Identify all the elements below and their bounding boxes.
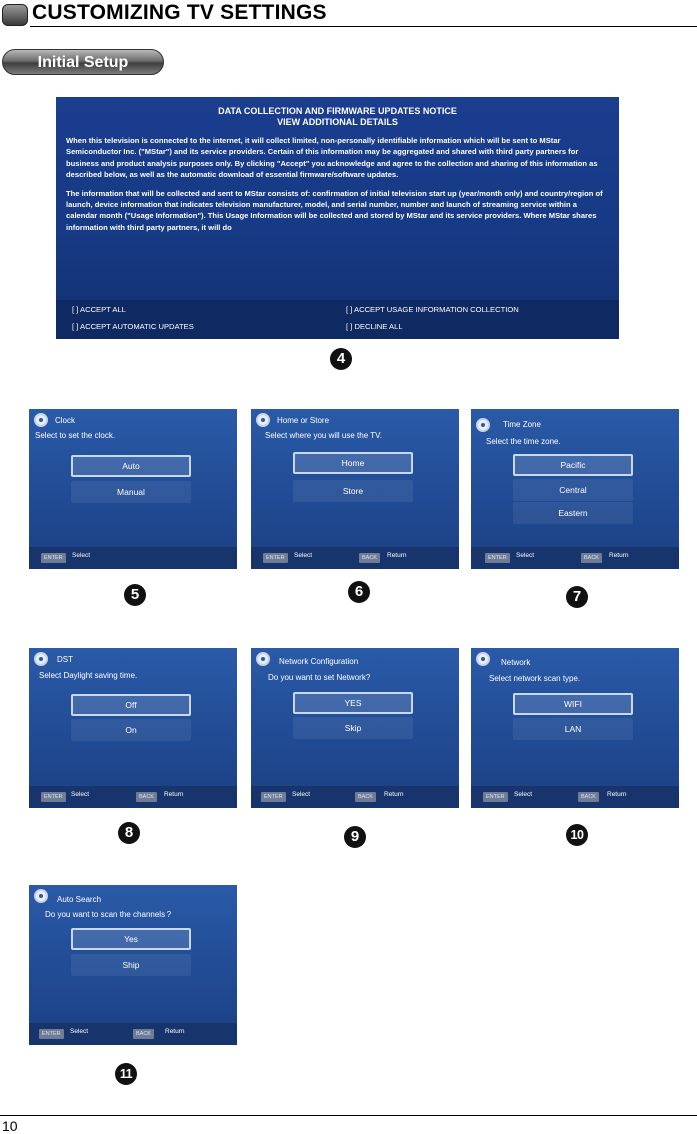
gear-icon [34, 889, 48, 903]
option-on[interactable]: On [71, 719, 191, 741]
back-key: BACK [578, 792, 599, 802]
dst-screen [29, 648, 237, 808]
step-number: 5 [124, 584, 146, 606]
back-key: BACK [355, 792, 376, 802]
screen-title: Auto Search [57, 895, 102, 904]
return-label: Return [387, 552, 407, 559]
notice-options [56, 300, 619, 339]
clock-screen [29, 409, 237, 569]
screen-title: Network [501, 658, 531, 667]
section-label: Initial Setup [2, 49, 164, 75]
footer-rule [0, 1115, 697, 1116]
step-number: 8 [118, 822, 140, 844]
return-label: Return [384, 791, 404, 798]
back-key: BACK [136, 792, 157, 802]
gear-icon [476, 652, 490, 666]
option-manual[interactable]: Manual [71, 481, 191, 503]
network-screen [471, 648, 679, 808]
step-number: 11 [115, 1063, 137, 1085]
screen-subtitle: Do you want to set Network? [268, 673, 371, 682]
step-number: 7 [566, 586, 588, 608]
enter-key: ENTER [41, 553, 66, 563]
key-hint-bar [29, 1023, 237, 1045]
gear-icon [256, 413, 270, 427]
option-pacific[interactable]: Pacific [513, 454, 633, 476]
page-title: CUSTOMIZING TV SETTINGS [32, 1, 327, 24]
screen-subtitle: Select to set the clock. [35, 431, 116, 440]
key-hint-bar [251, 786, 459, 808]
key-hint-bar [29, 786, 237, 808]
select-label: Select [294, 552, 313, 559]
enter-key: ENTER [41, 792, 66, 802]
option-home[interactable]: Home [293, 452, 413, 474]
option-ship[interactable]: Ship [71, 954, 191, 976]
select-label: Select [516, 552, 535, 559]
select-label: Select [72, 552, 91, 559]
gear-icon [256, 652, 270, 666]
screen-subtitle: Select where you will use the TV. [265, 431, 382, 440]
option-wifi[interactable]: WIFI [513, 693, 633, 715]
key-hint-bar [471, 547, 679, 569]
return-label: Return [165, 1028, 185, 1035]
step-number: 6 [348, 581, 370, 603]
header-badge-icon [2, 4, 28, 26]
notice-paragraph-1: When this television is connected to the internet, it will collect limited, non-personally identifiable information which will be sent to MStar Semiconductor Inc. ("MStar") and its service providers. Certain of this information may be aggregated and shared with third party partners for business and product analysis purposes only. By clicking "Accept" you acknowledge and agree to the collection and sharing of this information as described below, as well as the automatic download of essential firmware/software updates. [66, 136, 598, 180]
notice-paragraph-2: The information that will be collected and sent to MStar consists of: confirmation of initial television start up (year/month only) and country/region of launch, device information that indicates television manufacturer, model, and serial number, number and launch of streaming service within a calendar month ("Usage Information"). This Usage Information will be collected and stored by MStar and its service providers. Where MStar shares information with third party partners, it will do [66, 188, 603, 232]
time-zone-screen [471, 409, 679, 569]
option-yes[interactable]: YES [293, 692, 413, 714]
select-label: Select [292, 791, 311, 798]
data-collection-notice-screen [56, 97, 619, 339]
select-label: Select [514, 791, 533, 798]
option-decline-all[interactable]: [ ] DECLINE ALL [346, 322, 403, 331]
option-yes[interactable]: Yes [71, 928, 191, 950]
return-label: Return [609, 552, 629, 559]
step-number: 4 [330, 348, 352, 370]
select-label: Select [71, 791, 90, 798]
key-hint-bar [251, 547, 459, 569]
enter-key: ENTER [483, 792, 508, 802]
header-rule [30, 26, 697, 27]
auto-search-screen [29, 885, 237, 1045]
option-lan[interactable]: LAN [513, 718, 633, 740]
enter-key: ENTER [39, 1029, 64, 1039]
screen-subtitle: Do you want to scan the channels ? [45, 910, 172, 919]
option-central[interactable]: Central [513, 479, 633, 501]
enter-key: ENTER [261, 792, 286, 802]
select-label: Select [70, 1028, 89, 1035]
gear-icon [34, 652, 48, 666]
option-store[interactable]: Store [293, 480, 413, 502]
option-accept-updates[interactable]: [ ] ACCEPT AUTOMATIC UPDATES [72, 322, 194, 331]
option-accept-usage[interactable]: [ ] ACCEPT USAGE INFORMATION COLLECTION [346, 305, 519, 314]
back-key: BACK [359, 553, 380, 563]
option-off[interactable]: Off [71, 694, 191, 716]
option-auto[interactable]: Auto [71, 455, 191, 477]
screen-title: Home or Store [277, 416, 330, 425]
screen-title: Clock [55, 416, 76, 425]
option-accept-all[interactable]: [ ] ACCEPT ALL [72, 305, 126, 314]
back-key: BACK [581, 553, 602, 563]
back-key: BACK [133, 1029, 154, 1039]
home-or-store-screen [251, 409, 459, 569]
page-number: 10 [2, 1118, 18, 1134]
screen-title: DST [57, 655, 73, 664]
enter-key: ENTER [263, 553, 288, 563]
screen-subtitle: Select Daylight saving time. [39, 671, 138, 680]
gear-icon [476, 418, 490, 432]
option-skip[interactable]: Skip [293, 717, 413, 739]
step-number: 10 [566, 824, 588, 846]
screen-title: Network Configuration [279, 657, 359, 666]
enter-key: ENTER [485, 553, 510, 563]
gear-icon [34, 413, 48, 427]
return-label: Return [164, 791, 184, 798]
step-number: 9 [344, 826, 366, 848]
screen-title: Time Zone [503, 420, 541, 429]
option-eastern[interactable]: Eastern [513, 502, 633, 524]
key-hint-bar [29, 547, 237, 569]
notice-title: DATA COLLECTION AND FIRMWARE UPDATES NOTICE VIEW ADDITIONAL DETAILS [218, 106, 457, 127]
key-hint-bar [471, 786, 679, 808]
network-configuration-screen [251, 648, 459, 808]
screen-subtitle: Select network scan type. [489, 674, 581, 683]
screen-subtitle: Select the time zone. [486, 437, 561, 446]
return-label: Return [607, 791, 627, 798]
